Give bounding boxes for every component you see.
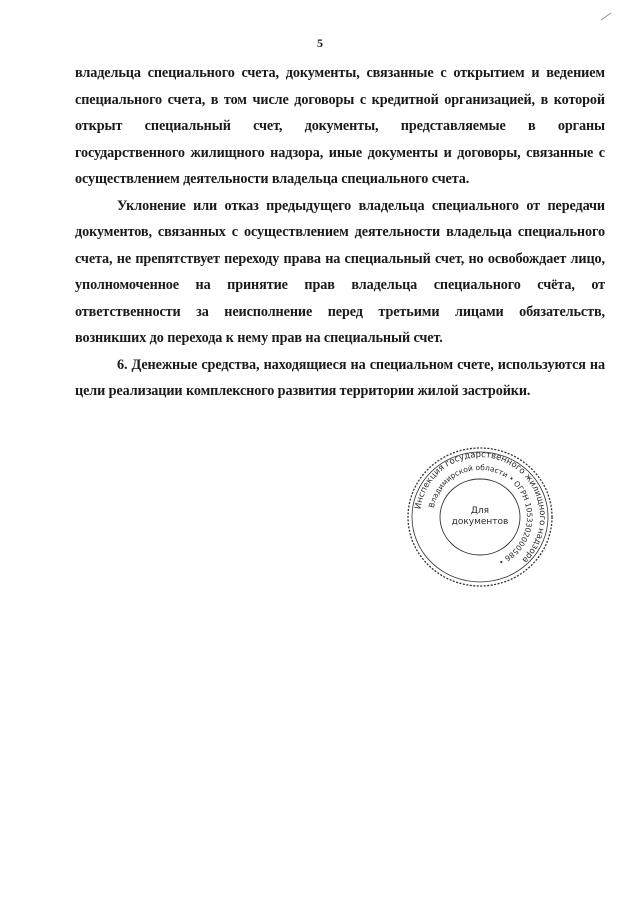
stamp-center-line2: документов xyxy=(451,517,509,527)
stamp-center-line1: Для xyxy=(470,506,490,516)
official-stamp xyxy=(405,445,555,590)
paragraph-3: 6. Денежные средства, находящиеся на специальном счете, используются на цели реализации комплексного развития территории жилой застройки. xyxy=(75,356,605,399)
stamp-inner-textpath: Владимирской области • ОГРН 1053302000586 • xyxy=(426,462,535,567)
corner-mark xyxy=(601,13,611,21)
page-number: 5 xyxy=(317,36,323,50)
paragraph-2: Уклонение или отказ предыдущего владельца специального от передачи документов, связанных с осуществлением деятельности владельца специального счета, не препятствует переходу права на специальный счет, но освобождает лицо, уполномоченное на принятие прав владельца специального счёта, от ответственности за неисполнение перед третьими лицами обязательств, возникших до перехода к нему прав на специальный счет. xyxy=(75,197,605,346)
paragraph-1: владельца специального счета, документы, связанные с открытием и ведением специального счета, в том числе договоры с кредитной организацией, в которой открыт специальный счет, документы, представляемые в органы государственного жилищного надзора, иные документы и договоры, связанные с осуществлением деятельности владельца специального счета. xyxy=(75,65,605,187)
document-body xyxy=(75,60,605,405)
stamp-outer-textpath: Инспекция государственного жилищного надзора xyxy=(413,449,548,565)
